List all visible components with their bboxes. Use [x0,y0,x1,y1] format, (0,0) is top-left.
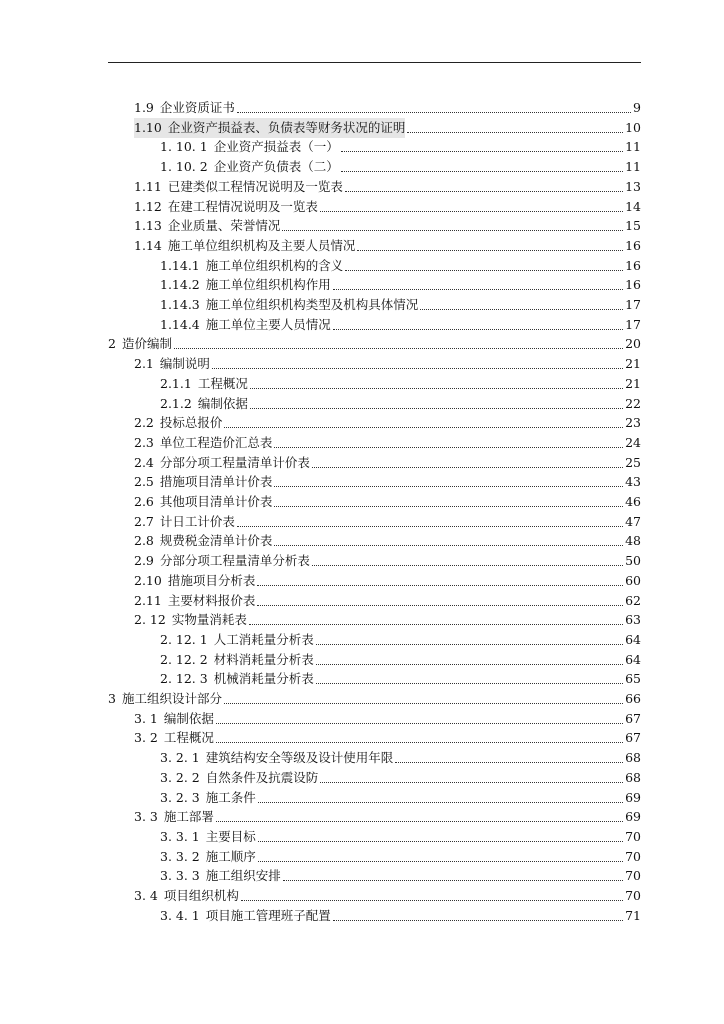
toc-entry-title: 实物量消耗表 [171,612,247,628]
toc-entry-number: 3. 3 [134,809,158,825]
toc-entry-title: 其他项目清单计价表 [159,494,273,509]
toc-entry[interactable] [108,689,641,709]
toc-entry-label [160,669,314,689]
toc-entry[interactable] [134,728,641,748]
dot-leader [216,728,623,743]
dot-leader [274,472,623,487]
toc-entry-number: 2. 12. 2 [160,651,208,667]
toc-entry-page-number: 22 [625,395,641,411]
toc-entry-title: 措施项目分析表 [167,572,256,588]
toc-entry-number: 3. 3. 1 [160,828,200,844]
toc-entry-title: 施工单位组织机构的含义 [205,257,344,273]
toc-entry-label [134,98,235,118]
toc-entry[interactable] [160,295,641,315]
dot-leader [345,177,623,192]
dot-leader [258,847,623,862]
toc-entry-title: 机械消耗量分析表 [213,671,314,687]
toc-entry-page-number: 15 [625,218,641,234]
toc-entry-label [160,256,343,276]
toc-entry-title: 单位工程造价汇总表 [159,434,273,450]
toc-entry-label [134,512,235,532]
toc-entry[interactable] [134,197,641,217]
toc-entry-number: 2.4 [134,454,154,470]
toc-entry[interactable] [160,788,641,808]
toc-entry-label [160,748,393,768]
toc-entry-number: 1.14 [134,237,162,253]
dot-leader [320,197,623,212]
toc-entry-title: 编制依据 [197,395,248,411]
toc-entry-page-number: 50 [625,553,641,569]
toc-entry-number: 1.9 [134,100,154,115]
toc-entry-number: 3. 4 [134,888,158,903]
toc-entry-title: 已建类似工程情况说明及一览表 [167,178,343,194]
toc-entry-number: 2. 12 [134,612,166,628]
toc-entry-title: 在建工程情况说明及一览表 [167,198,318,214]
toc-entry[interactable] [134,591,641,611]
toc-entry-number: 3 [108,691,116,706]
toc-entry-title: 建筑结构安全等级及设计使用年限 [205,750,394,766]
dot-leader [312,551,623,566]
toc-entry-number: 1.14.4 [160,316,200,332]
toc-entry-number: 1.14.3 [160,297,200,312]
toc-entry[interactable] [160,650,641,670]
toc-entry[interactable] [134,551,641,571]
toc-entry-page-number: 17 [625,297,641,312]
toc-entry-label [134,531,272,551]
toc-entry-number: 3. 2. 1 [160,750,200,766]
toc-entry-page-number: 16 [625,257,641,273]
toc-entry[interactable] [160,275,641,295]
toc-entry-number: 1. 10. 1 [160,139,208,155]
toc-entry[interactable] [134,453,641,473]
toc-entry-page-number: 70 [625,828,641,844]
toc-entry-number: 2. 12. 1 [160,631,208,647]
dot-leader [241,886,623,901]
toc-entry[interactable] [134,118,641,138]
toc-entry-page-number: 11 [625,159,641,175]
toc-entry-number: 3. 1 [134,710,158,726]
toc-entry-label [134,591,255,611]
toc-entry[interactable] [134,177,641,197]
toc-entry-page-number: 48 [625,533,641,549]
toc-entry-title: 企业资产损益表（一） [213,139,339,155]
toc-entry-page-number: 16 [625,237,641,253]
toc-entry-number: 2.10 [134,572,162,588]
toc-entry-page-number: 63 [625,612,641,628]
toc-entry[interactable] [160,394,641,414]
toc-entry[interactable] [160,748,641,768]
toc-entry-page-number: 71 [625,907,641,923]
toc-entry-number: 3. 2. 3 [160,789,200,805]
toc-entry-title: 施工条件 [205,789,256,805]
toc-entry-page-number: 16 [625,277,641,293]
toc-entry-label [160,630,314,650]
toc-entry-number: 1.12 [134,198,162,214]
toc-entry-number: 2.7 [134,513,154,529]
toc-entry-label [160,374,248,394]
toc-entry[interactable] [134,472,641,492]
toc-entry-label [134,709,214,729]
toc-entry-label [160,650,314,670]
toc-entry-title: 项目组织机构 [163,888,239,903]
toc-entry[interactable] [160,630,641,650]
dot-leader [257,591,623,606]
toc-entry-number: 2.2 [134,415,154,431]
toc-entry-page-number: 64 [625,631,641,647]
dot-leader [224,413,623,428]
toc-entry-number: 3. 2 [134,730,158,746]
toc-entry-label [108,334,172,354]
toc-entry-label [160,768,318,788]
dot-leader [312,453,623,468]
toc-entry-title: 分部分项工程量清单计价表 [159,454,310,470]
dot-leader [257,571,623,586]
toc-entry-number: 1.14.2 [160,277,200,293]
dot-leader [316,669,623,684]
toc-entry-label [134,354,210,374]
toc-entry[interactable] [134,886,641,906]
toc-entry-page-number: 25 [625,454,641,470]
toc-entry-label [134,492,272,512]
toc-entry-page-number: 47 [625,513,641,529]
toc-entry-label [160,866,281,886]
toc-entry-title: 施工单位主要人员情况 [205,316,331,332]
toc-entry[interactable] [134,492,641,512]
dot-leader [316,630,623,645]
dot-leader [216,709,623,724]
toc-entry-title: 主要目标 [205,828,256,844]
toc-entry[interactable] [134,610,641,630]
dot-leader [174,334,623,349]
toc-entry-page-number: 17 [625,316,641,332]
toc-entry-title: 分部分项工程量清单分析表 [159,553,310,569]
toc-entry-page-number: 64 [625,651,641,667]
toc-entry[interactable] [134,433,641,453]
toc-entry-page-number: 20 [625,336,641,352]
toc-entry-page-number: 69 [625,809,641,825]
dot-leader [237,98,631,113]
toc-entry-page-number: 21 [625,356,641,372]
toc-entry-page-number: 43 [625,474,641,490]
toc-entry-title: 材料消耗量分析表 [213,651,314,667]
dot-leader [274,433,623,448]
toc-entry[interactable] [134,807,641,827]
dot-leader [320,768,623,783]
toc-entry-label [134,610,247,630]
toc-entry-number: 2.11 [134,592,162,608]
toc-entry-page-number: 68 [625,769,641,785]
toc-entry-label [160,295,418,315]
header-rule [108,62,641,63]
toc-entry-label [134,216,280,236]
dot-leader [316,650,623,665]
toc-entry-label [134,472,272,492]
toc-entry-number: 2.5 [134,474,154,490]
toc-entry-number: 2. 12. 3 [160,671,208,687]
toc-entry-label [134,177,343,197]
toc-entry-page-number: 70 [625,848,641,864]
toc-entry[interactable] [160,315,641,335]
toc-entry-label [134,728,214,748]
toc-entry-page-number: 65 [625,671,641,687]
dot-leader [274,531,623,546]
dot-leader [333,315,623,330]
toc-entry-page-number: 23 [625,415,641,431]
dot-leader [258,827,623,842]
toc-entry-label [134,453,310,473]
toc-entry-number: 2.3 [134,434,154,450]
toc-entry[interactable] [134,354,641,374]
toc-entry[interactable] [134,709,641,729]
dot-leader [258,788,623,803]
toc-entry-number: 1.11 [134,178,162,194]
toc-entry-title: 工程概况 [197,375,248,391]
toc-entry-number: 3. 3. 3 [160,868,200,884]
toc-entry-page-number: 11 [625,139,641,155]
toc-entry-label [134,571,255,591]
dot-leader [212,354,623,369]
toc-entry-label [160,137,339,157]
toc-entry-page-number: 69 [625,789,641,805]
toc-entry[interactable] [160,157,641,177]
toc-entry-number: 2.1 [134,356,154,372]
toc-entry-title: 项目施工管理班子配置 [205,907,331,923]
toc-entry-page-number: 66 [625,691,641,706]
toc-entry-title: 投标总报价 [159,415,223,431]
toc-entry-number: 3. 2. 2 [160,769,200,785]
toc-entry-label [134,413,222,433]
toc-entry-label [134,433,272,453]
toc-entry[interactable] [134,571,641,591]
toc-entry-label [160,157,339,177]
dot-leader [250,374,623,389]
toc-entry-number: 1.10 [134,119,162,135]
toc-entry-label [108,689,222,709]
dot-leader [341,137,623,152]
toc-entry[interactable] [160,827,641,847]
toc-entry-label [160,394,248,414]
toc-entry-title: 人工消耗量分析表 [213,631,314,647]
toc-entry-page-number: 24 [625,434,641,450]
toc-entry[interactable] [160,256,641,276]
toc-entry-title: 施工顺序 [205,848,256,864]
toc-entry-title: 施工单位组织机构及主要人员情况 [167,237,356,253]
toc-entry-title: 措施项目清单计价表 [159,474,273,490]
toc-entry-number: 3. 3. 2 [160,848,200,864]
dot-leader [282,216,623,231]
toc-entry-title: 计日工计价表 [159,513,235,529]
toc-entry[interactable] [134,236,641,256]
toc-entry-title: 自然条件及抗震设防 [205,769,319,785]
toc-entry-page-number: 14 [625,198,641,214]
toc-entry-title: 企业资产损益表、负债表等财务状况的证明 [167,119,406,135]
toc-entry-number: 2.9 [134,553,154,569]
toc-entry[interactable] [160,669,641,689]
toc-entry-page-number: 67 [625,710,641,726]
dot-leader [395,748,623,763]
toc-entry-page-number: 70 [625,868,641,884]
toc-entry-title: 施工单位组织机构作用 [205,277,331,293]
toc-entry-number: 2.1.2 [160,395,192,411]
toc-entry-page-number: 21 [625,375,641,391]
toc-entry-title: 施工组织安排 [205,868,281,884]
toc-entry-title: 施工单位组织机构类型及机构具体情况 [205,297,419,312]
dot-leader [333,906,623,921]
toc-entry-label [134,197,318,217]
toc-entry[interactable] [134,512,641,532]
toc-entry-title: 编制依据 [163,710,214,726]
toc-entry[interactable] [134,413,641,433]
toc-entry-page-number: 70 [625,888,641,903]
toc-entry-title: 工程概况 [163,730,214,746]
toc-entry-title: 企业资质证书 [159,100,235,115]
toc-entry-page-number: 68 [625,750,641,766]
toc-entry-number: 2.6 [134,494,154,509]
toc-entry-label [160,827,256,847]
toc-entry-page-number: 10 [625,119,641,135]
toc-entry[interactable] [134,216,641,236]
toc-entry-title: 造价编制 [121,336,172,352]
dot-leader [249,610,623,625]
toc-entry-title: 编制说明 [159,356,210,372]
toc-entry-number: 1. 10. 2 [160,159,208,175]
toc-entry-title: 施工组织设计部分 [121,691,222,706]
toc-entry-label [134,236,355,256]
dot-leader [357,236,623,251]
toc-entry[interactable] [108,334,641,354]
dot-leader [407,118,623,133]
toc-entry-label [134,551,310,571]
dot-leader [250,394,623,409]
dot-leader [420,295,623,310]
toc-entry-label [160,315,331,335]
dot-leader [274,492,623,507]
dot-leader [237,512,623,527]
toc-entry[interactable] [134,98,641,118]
toc-entry[interactable] [160,768,641,788]
toc-entry-page-number: 67 [625,730,641,746]
toc-entry[interactable] [160,137,641,157]
toc-entry-label [160,847,256,867]
toc-entry[interactable] [160,866,641,886]
toc-entry-number: 2.1.1 [160,375,192,391]
dot-leader [283,866,623,881]
toc-entry-number: 1.13 [134,218,162,234]
toc-entry[interactable] [160,906,641,926]
toc-entry-number: 1.14.1 [160,257,200,273]
toc-entry-page-number: 13 [625,178,641,194]
toc-entry-page-number: 62 [625,592,641,608]
toc-entry-label [134,886,239,906]
toc-entry-label [160,788,256,808]
toc-entry-label [134,807,214,827]
toc-entry-number: 2.8 [134,533,154,549]
toc-entry-number: 3. 4. 1 [160,907,200,923]
toc-entry-title: 规费税金清单计价表 [159,533,273,549]
toc-entry-label [160,275,331,295]
toc-entry-number: 2 [108,336,116,352]
toc-entry[interactable] [160,374,641,394]
dot-leader [216,807,623,822]
toc-entry-label [160,906,331,926]
toc-entry-title: 主要材料报价表 [167,592,256,608]
toc-entry-title: 施工部署 [163,809,214,825]
toc-entry[interactable] [160,847,641,867]
toc-entry-label [134,118,405,138]
dot-leader [345,256,623,271]
toc-entry-page-number: 46 [625,494,641,509]
dot-leader [224,689,623,704]
toc-entry-page-number: 60 [625,572,641,588]
toc-entry-title: 企业资产负债表（二） [213,159,339,175]
dot-leader [333,275,623,290]
toc-entry-title: 企业质量、荣誉情况 [167,218,281,234]
toc-entry[interactable] [134,531,641,551]
dot-leader [341,157,623,172]
toc-entry-page-number: 9 [633,100,641,115]
